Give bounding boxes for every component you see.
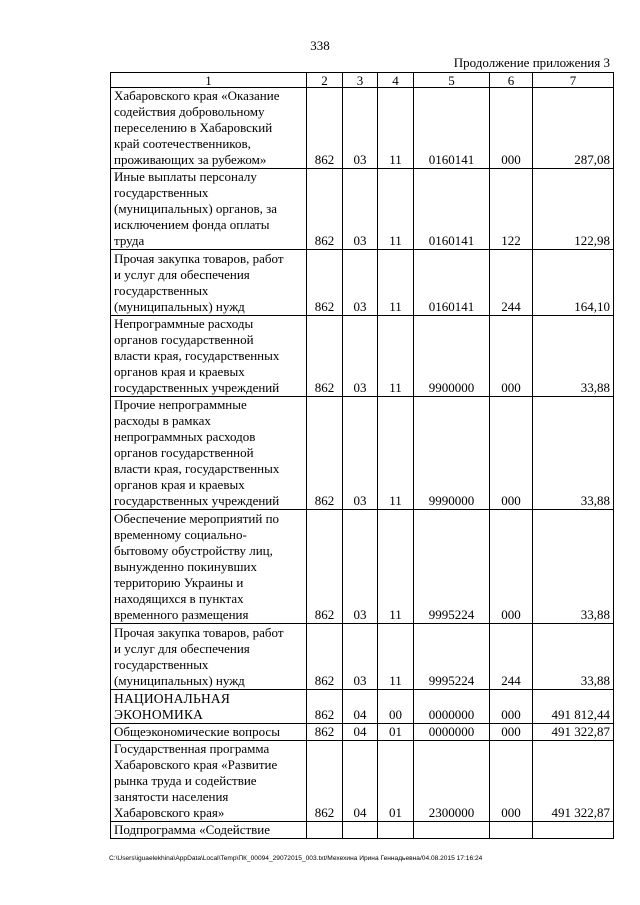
table-row bbox=[111, 88, 614, 169]
header-cell: 2 bbox=[307, 73, 343, 88]
cell-amount: 33,88 bbox=[533, 316, 614, 397]
header-cell: 6 bbox=[490, 73, 533, 88]
cell-amount: 491 812,44 bbox=[533, 690, 614, 724]
cell-col5: 0160141 bbox=[414, 250, 490, 316]
cell-col2: 862 bbox=[307, 741, 343, 822]
cell-col2: 862 bbox=[307, 169, 343, 250]
cell-col4: 01 bbox=[378, 741, 414, 822]
header-cell: 4 bbox=[378, 73, 414, 88]
cell-col3: 03 bbox=[343, 88, 378, 169]
table-row bbox=[111, 822, 614, 839]
cell-col6: 000 bbox=[490, 397, 533, 510]
table-row bbox=[111, 397, 614, 510]
table-row bbox=[111, 624, 614, 690]
cell-col4: 11 bbox=[378, 250, 414, 316]
cell-col3: 03 bbox=[343, 250, 378, 316]
cell-col2: 862 bbox=[307, 624, 343, 690]
item-name: Государственная программа Хабаровского края «Развитие рынка труда и содействие занятости населения Хабаровского края» bbox=[111, 741, 307, 822]
table-header-row bbox=[111, 73, 614, 88]
cell-col5 bbox=[414, 822, 490, 839]
cell-col3: 03 bbox=[343, 169, 378, 250]
cell-amount: 491 322,87 bbox=[533, 724, 614, 741]
cell-col6: 000 bbox=[490, 690, 533, 724]
item-name: Хабаровского края «Оказание содействия добровольному переселению в Хабаровский край соотечественников, проживающих за рубежом» bbox=[111, 88, 307, 169]
cell-col3: 04 bbox=[343, 741, 378, 822]
cell-amount bbox=[533, 822, 614, 839]
cell-col2: 862 bbox=[307, 690, 343, 724]
cell-col6: 122 bbox=[490, 169, 533, 250]
cell-col4: 01 bbox=[378, 724, 414, 741]
cell-col2: 862 bbox=[307, 397, 343, 510]
cell-col5: 0160141 bbox=[414, 169, 490, 250]
cell-col3: 03 bbox=[343, 316, 378, 397]
cell-amount: 33,88 bbox=[533, 397, 614, 510]
item-name: Подпрограмма «Содействие bbox=[111, 822, 307, 839]
cell-col5: 0160141 bbox=[414, 88, 490, 169]
cell-col3: 03 bbox=[343, 624, 378, 690]
cell-amount: 164,10 bbox=[533, 250, 614, 316]
cell-col6: 000 bbox=[490, 510, 533, 624]
table-row bbox=[111, 724, 614, 741]
cell-col3 bbox=[343, 822, 378, 839]
cell-col4 bbox=[378, 822, 414, 839]
cell-col5: 9990000 bbox=[414, 397, 490, 510]
item-name: НАЦИОНАЛЬНАЯ ЭКОНОМИКА bbox=[111, 690, 307, 724]
cell-col2: 862 bbox=[307, 88, 343, 169]
header-cell: 3 bbox=[343, 73, 378, 88]
cell-col4: 11 bbox=[378, 88, 414, 169]
item-name: Прочая закупка товаров, работ и услуг для обеспечения государственных (муниципальных) нужд bbox=[111, 250, 307, 316]
budget-table bbox=[110, 72, 614, 839]
page-number: 338 bbox=[310, 38, 330, 53]
cell-col4: 11 bbox=[378, 624, 414, 690]
table-row bbox=[111, 690, 614, 724]
cell-amount: 491 322,87 bbox=[533, 741, 614, 822]
table-row bbox=[111, 250, 614, 316]
table-row bbox=[111, 316, 614, 397]
item-name: Обеспечение мероприятий по временному социально- бытовому обустройству лиц, вынужденно покинувших территорию Украины и находящихся в пунктах временного размещения bbox=[111, 510, 307, 624]
table-row bbox=[111, 510, 614, 624]
header-cell: 7 bbox=[533, 73, 614, 88]
cell-col5: 9995224 bbox=[414, 510, 490, 624]
cell-col2 bbox=[307, 822, 343, 839]
cell-col4: 00 bbox=[378, 690, 414, 724]
table-row bbox=[111, 741, 614, 822]
cell-amount: 122,98 bbox=[533, 169, 614, 250]
table-row bbox=[111, 169, 614, 250]
cell-col3: 04 bbox=[343, 690, 378, 724]
item-name: Непрограммные расходы органов государственной власти края, государственных органов края и краевых государственных учреждений bbox=[111, 316, 307, 397]
header-cell: 5 bbox=[414, 73, 490, 88]
cell-col6: 000 bbox=[490, 741, 533, 822]
cell-col6: 000 bbox=[490, 88, 533, 169]
cell-col6: 244 bbox=[490, 624, 533, 690]
cell-col3: 03 bbox=[343, 510, 378, 624]
cell-col4: 11 bbox=[378, 510, 414, 624]
header-cell: 1 bbox=[111, 73, 307, 88]
cell-amount: 287,08 bbox=[533, 88, 614, 169]
file-path-footer: C:\Users\iguaelekhina\AppData\Local\Temp\ПК_00094_29072015_003.txt/Мехехина Ирина Геннадьевна/04.08.2015 17:16:24 bbox=[109, 855, 483, 862]
item-name: Иные выплаты персоналу государственных (муниципальных) органов, за исключением фонда оплаты труда bbox=[111, 169, 307, 250]
cell-col6: 000 bbox=[490, 316, 533, 397]
cell-col2: 862 bbox=[307, 510, 343, 624]
cell-col5: 0000000 bbox=[414, 690, 490, 724]
cell-col4: 11 bbox=[378, 397, 414, 510]
item-name: Прочие непрограммные расходы в рамках непрограммных расходов органов государственной власти края, государственных органов края и краевых государственных учреждений bbox=[111, 397, 307, 510]
cell-col3: 03 bbox=[343, 397, 378, 510]
cell-col2: 862 bbox=[307, 316, 343, 397]
cell-col5: 9900000 bbox=[414, 316, 490, 397]
cell-col2: 862 bbox=[307, 724, 343, 741]
cell-col6 bbox=[490, 822, 533, 839]
cell-col2: 862 bbox=[307, 250, 343, 316]
cell-col5: 2300000 bbox=[414, 741, 490, 822]
cell-amount: 33,88 bbox=[533, 510, 614, 624]
cell-col6: 244 bbox=[490, 250, 533, 316]
cell-col6: 000 bbox=[490, 724, 533, 741]
cell-col4: 11 bbox=[378, 316, 414, 397]
cell-amount: 33,88 bbox=[533, 624, 614, 690]
cell-col5: 0000000 bbox=[414, 724, 490, 741]
continuation-note: Продолжение приложения 3 bbox=[453, 55, 610, 70]
item-name: Прочая закупка товаров, работ и услуг для обеспечения государственных (муниципальных) нужд bbox=[111, 624, 307, 690]
cell-col3: 04 bbox=[343, 724, 378, 741]
cell-col5: 9995224 bbox=[414, 624, 490, 690]
cell-col4: 11 bbox=[378, 169, 414, 250]
item-name: Общеэкономические вопросы bbox=[111, 724, 307, 741]
